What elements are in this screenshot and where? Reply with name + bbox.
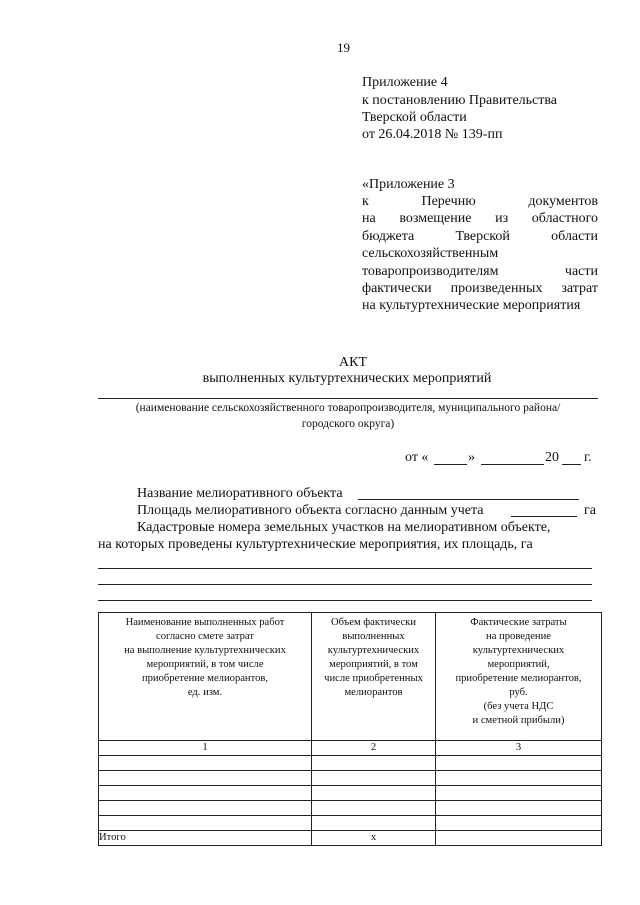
- header-text: мероприятий,: [487, 659, 550, 670]
- table-cell: [99, 771, 312, 786]
- header-text: руб.: [509, 687, 528, 698]
- quote-line: «Приложение 3: [362, 177, 455, 192]
- appendix-line: к постановлению Правительства: [362, 93, 558, 108]
- table-cell: [312, 801, 436, 816]
- table-row: [99, 786, 602, 801]
- cadastral-label-cont: на которых проведены культуртехнические мероприятия, их площадь, га: [98, 537, 533, 552]
- word: Тверской: [455, 229, 510, 244]
- table-cell: [99, 816, 312, 831]
- header-text: ед. изм.: [187, 687, 223, 698]
- word: документов: [528, 194, 598, 209]
- table-cell: [99, 756, 312, 771]
- header-text: культуртехнических: [327, 645, 420, 656]
- table-cell: [436, 756, 602, 771]
- date-quote-close: »: [468, 450, 475, 465]
- table-cell: [312, 816, 436, 831]
- header-text: Объем фактически: [331, 617, 416, 628]
- area-unit: га: [584, 503, 596, 518]
- header-text: на выполнение культуртехнических: [124, 645, 286, 656]
- appendix-line: Приложение 4: [362, 75, 448, 90]
- table-cell: [436, 771, 602, 786]
- table-row: [99, 801, 602, 816]
- word: Перечню: [421, 194, 476, 209]
- day-blank: [434, 464, 467, 465]
- word: возмещение: [399, 211, 472, 226]
- date-prefix: от «: [405, 450, 429, 465]
- page-number: 19: [337, 40, 350, 55]
- total-col2: х: [312, 831, 436, 846]
- month-blank: [481, 464, 544, 465]
- table-cell: [436, 786, 602, 801]
- header-text: выполненных: [342, 631, 405, 642]
- word: произведенных: [450, 281, 543, 296]
- quote-line: [362, 211, 598, 227]
- table-cell: [436, 816, 602, 831]
- header-text: мелиорантов: [344, 687, 403, 698]
- table-total-row: [99, 831, 602, 846]
- area-label: Площадь мелиоративного объекта согласно данным учета: [137, 503, 484, 518]
- object-name-blank: [358, 499, 579, 500]
- column-number: 1: [99, 741, 312, 756]
- column-number: 2: [312, 741, 436, 756]
- word: области: [551, 229, 598, 244]
- table-cell: [312, 756, 436, 771]
- cadastral-blank: [98, 584, 592, 585]
- cadastral-blank: [98, 600, 592, 601]
- table-cell: [99, 801, 312, 816]
- quote-line: [362, 264, 598, 280]
- appendix-line: Тверской области: [362, 110, 467, 125]
- total-col3: [436, 831, 602, 846]
- org-caption: (наименование сельскохозяйственного товаропроизводителя, муниципального района/: [135, 402, 561, 414]
- word: бюджета: [362, 229, 415, 244]
- table-row: [99, 756, 602, 771]
- object-name-label: Название мелиоративного объекта: [137, 486, 343, 501]
- header-text: приобретение мелиорантов,: [455, 673, 582, 684]
- header-text: (без учета НДС: [483, 701, 554, 712]
- col2-header: [312, 613, 436, 741]
- header-text: мероприятий, в том числе: [146, 659, 264, 670]
- word: товаропроизводителям: [362, 264, 499, 279]
- header-text: мероприятий, в том: [329, 659, 418, 670]
- word: из: [495, 211, 509, 226]
- header-text: на проведение: [486, 631, 551, 642]
- word: к: [362, 194, 369, 209]
- table-header-row: [99, 613, 602, 741]
- appendix-line: от 26.04.2018 № 139-пп: [362, 127, 503, 142]
- column-number: 3: [436, 741, 602, 756]
- table-cell: [312, 786, 436, 801]
- cadastral-label: Кадастровые номера земельных участков на мелиоративном объекте,: [137, 520, 551, 535]
- word: областного: [531, 211, 598, 226]
- area-blank: [511, 516, 577, 517]
- header-text: Фактические затраты: [470, 617, 567, 628]
- works-table: [98, 612, 602, 846]
- word: фактически: [362, 281, 432, 296]
- header-text: культуртехнических: [472, 645, 565, 656]
- document-subtitle: выполненных культуртехнических мероприятий: [202, 371, 492, 386]
- org-underline: [98, 398, 598, 399]
- table-numbers-row: [99, 741, 602, 756]
- table-cell: [99, 786, 312, 801]
- header-text: Наименование выполненных работ: [125, 617, 285, 628]
- year-prefix: 20: [545, 450, 559, 465]
- quote-line: [362, 194, 598, 210]
- quote-line: сельскохозяйственным: [362, 246, 499, 261]
- word: на: [362, 211, 376, 226]
- table-cell: [436, 801, 602, 816]
- col1-header: [99, 613, 312, 741]
- quote-line: [362, 229, 598, 245]
- word: части: [564, 264, 598, 279]
- word: затрат: [561, 281, 598, 296]
- quote-line: на культуртехнические мероприятия: [362, 298, 581, 313]
- year-blank: [562, 464, 581, 465]
- header-text: согласно смете затрат: [156, 631, 254, 642]
- table-cell: [312, 771, 436, 786]
- quote-line: [362, 281, 598, 297]
- document-title: АКТ: [339, 355, 367, 370]
- total-label: Итого: [99, 831, 312, 846]
- table-row: [99, 771, 602, 786]
- col3-header: [436, 613, 602, 741]
- org-caption: городского округа): [301, 418, 395, 430]
- header-text: числе приобретенных: [324, 673, 423, 684]
- header-text: приобретение мелиорантов,: [141, 673, 269, 684]
- cadastral-blank: [98, 568, 592, 569]
- header-text: и сметной прибыли): [472, 715, 565, 726]
- table-row: [99, 816, 602, 831]
- year-suffix: г.: [584, 450, 592, 465]
